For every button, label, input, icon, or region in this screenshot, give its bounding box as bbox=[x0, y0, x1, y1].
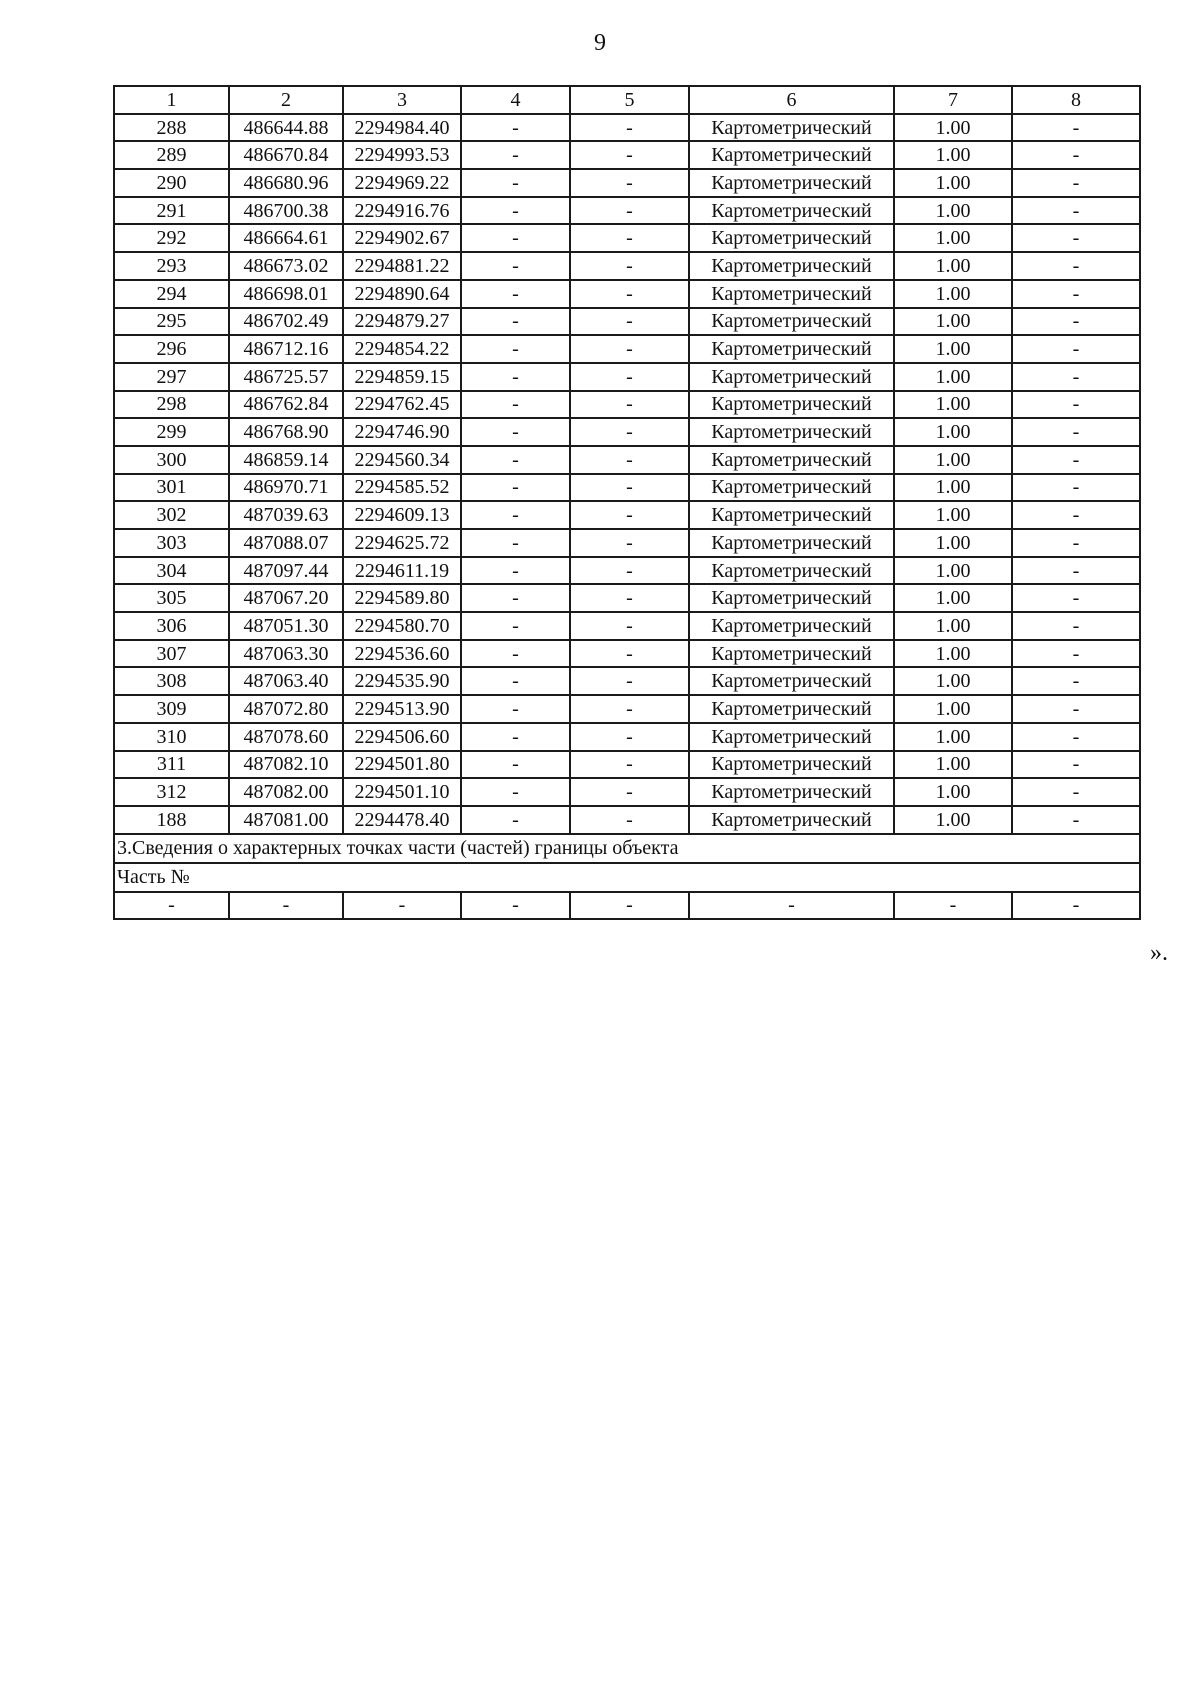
table-cell: - bbox=[461, 806, 570, 834]
table-cell: 2294762.45 bbox=[343, 391, 461, 419]
table-cell: - bbox=[461, 474, 570, 502]
table-cell: - bbox=[570, 667, 689, 695]
table-cell: Картометрический bbox=[689, 695, 894, 723]
table-cell: - bbox=[461, 252, 570, 280]
table-cell: 2294560.34 bbox=[343, 446, 461, 474]
table-cell: 486664.61 bbox=[229, 224, 343, 252]
table-cell: 486680.96 bbox=[229, 169, 343, 197]
table-cell: 293 bbox=[114, 252, 229, 280]
table-cell: Картометрический bbox=[689, 197, 894, 225]
table-cell: Картометрический bbox=[689, 446, 894, 474]
table-cell: Картометрический bbox=[689, 308, 894, 336]
table-cell: - bbox=[689, 892, 894, 920]
table-cell: - bbox=[570, 892, 689, 920]
table-cell: - bbox=[343, 892, 461, 920]
table-cell: 2294589.80 bbox=[343, 584, 461, 612]
table-cell: Картометрический bbox=[689, 584, 894, 612]
table-cell: 294 bbox=[114, 280, 229, 308]
table-cell: 1.00 bbox=[894, 501, 1012, 529]
table-row bbox=[114, 806, 1140, 834]
table-cell: Картометрический bbox=[689, 529, 894, 557]
table-cell: - bbox=[461, 751, 570, 779]
table-cell: 2294535.90 bbox=[343, 667, 461, 695]
table-cell: - bbox=[570, 751, 689, 779]
table-cell: 486700.38 bbox=[229, 197, 343, 225]
table-cell: - bbox=[1012, 224, 1140, 252]
table-cell: 2294585.52 bbox=[343, 474, 461, 502]
table-cell: - bbox=[1012, 612, 1140, 640]
closing-quote-mark: ». bbox=[1150, 940, 1168, 966]
table-cell: 300 bbox=[114, 446, 229, 474]
table-cell: 1.00 bbox=[894, 335, 1012, 363]
table-cell: 1.00 bbox=[894, 723, 1012, 751]
table-cell: - bbox=[461, 418, 570, 446]
table-cell: - bbox=[461, 557, 570, 585]
table-cell: - bbox=[570, 640, 689, 668]
table-body bbox=[114, 114, 1140, 920]
table-row bbox=[114, 335, 1140, 363]
table-cell: 304 bbox=[114, 557, 229, 585]
table-row bbox=[114, 418, 1140, 446]
table-cell: 292 bbox=[114, 224, 229, 252]
table-cell: 308 bbox=[114, 667, 229, 695]
table-cell: 2294609.13 bbox=[343, 501, 461, 529]
table-cell: 299 bbox=[114, 418, 229, 446]
table-cell: Картометрический bbox=[689, 141, 894, 169]
table-cell: 290 bbox=[114, 169, 229, 197]
table-cell: - bbox=[1012, 751, 1140, 779]
table-cell: 2294881.22 bbox=[343, 252, 461, 280]
table-cell: 487078.60 bbox=[229, 723, 343, 751]
table-cell: - bbox=[570, 391, 689, 419]
table-cell: - bbox=[1012, 280, 1140, 308]
table-cell: 487067.20 bbox=[229, 584, 343, 612]
table-cell: 2294513.90 bbox=[343, 695, 461, 723]
table-cell: 1.00 bbox=[894, 391, 1012, 419]
table-cell: - bbox=[461, 778, 570, 806]
table-cell: - bbox=[461, 667, 570, 695]
part-label-row bbox=[114, 863, 1140, 892]
table-cell: 486859.14 bbox=[229, 446, 343, 474]
table-cell: 291 bbox=[114, 197, 229, 225]
table-row bbox=[114, 224, 1140, 252]
table-cell: Картометрический bbox=[689, 363, 894, 391]
table-cell: 295 bbox=[114, 308, 229, 336]
table-cell: - bbox=[461, 695, 570, 723]
table-cell: 1.00 bbox=[894, 474, 1012, 502]
table-row bbox=[114, 751, 1140, 779]
header-row bbox=[114, 86, 1140, 114]
table-cell: 2294984.40 bbox=[343, 114, 461, 142]
table-cell: 309 bbox=[114, 695, 229, 723]
table-cell: - bbox=[1012, 363, 1140, 391]
table-cell: - bbox=[461, 723, 570, 751]
table-cell: - bbox=[461, 141, 570, 169]
table-cell: 2294506.60 bbox=[343, 723, 461, 751]
table-cell: 312 bbox=[114, 778, 229, 806]
table-cell: - bbox=[570, 612, 689, 640]
table-cell: Картометрический bbox=[689, 224, 894, 252]
column-header: 6 bbox=[689, 86, 894, 114]
table-cell: - bbox=[1012, 335, 1140, 363]
table-cell: - bbox=[570, 474, 689, 502]
table-cell: - bbox=[570, 806, 689, 834]
table-cell: - bbox=[1012, 169, 1140, 197]
table-cell: 2294890.64 bbox=[343, 280, 461, 308]
table-cell: - bbox=[1012, 418, 1140, 446]
table-row bbox=[114, 557, 1140, 585]
table-cell: - bbox=[461, 224, 570, 252]
table-cell: 486712.16 bbox=[229, 335, 343, 363]
column-header: 8 bbox=[1012, 86, 1140, 114]
table-cell: - bbox=[570, 363, 689, 391]
column-header: 5 bbox=[570, 86, 689, 114]
table-row bbox=[114, 474, 1140, 502]
table-cell: - bbox=[1012, 667, 1140, 695]
table-cell: 307 bbox=[114, 640, 229, 668]
table-cell: - bbox=[1012, 892, 1140, 920]
table-cell: 1.00 bbox=[894, 778, 1012, 806]
table-row bbox=[114, 778, 1140, 806]
table-cell: 1.00 bbox=[894, 806, 1012, 834]
table-cell: - bbox=[570, 501, 689, 529]
table-cell: 1.00 bbox=[894, 640, 1012, 668]
table-cell: 301 bbox=[114, 474, 229, 502]
table-cell: 305 bbox=[114, 584, 229, 612]
table-cell: 487081.00 bbox=[229, 806, 343, 834]
table-cell: - bbox=[461, 446, 570, 474]
table-cell: - bbox=[1012, 501, 1140, 529]
table-cell: 486762.84 bbox=[229, 391, 343, 419]
column-header: 2 bbox=[229, 86, 343, 114]
table-cell: - bbox=[461, 501, 570, 529]
table-cell: Картометрический bbox=[689, 557, 894, 585]
table-cell: 2294746.90 bbox=[343, 418, 461, 446]
table-cell: 487063.30 bbox=[229, 640, 343, 668]
table-cell: Картометрический bbox=[689, 723, 894, 751]
table-cell: - bbox=[461, 335, 570, 363]
table-cell: - bbox=[461, 280, 570, 308]
table-cell: - bbox=[570, 418, 689, 446]
table-cell: - bbox=[1012, 141, 1140, 169]
table-cell: 303 bbox=[114, 529, 229, 557]
table-cell: 1.00 bbox=[894, 308, 1012, 336]
table-cell: - bbox=[461, 529, 570, 557]
table-cell: 1.00 bbox=[894, 751, 1012, 779]
table-cell: - bbox=[461, 391, 570, 419]
table-cell: 1.00 bbox=[894, 695, 1012, 723]
column-header: 4 bbox=[461, 86, 570, 114]
table-row bbox=[114, 501, 1140, 529]
table-cell: 296 bbox=[114, 335, 229, 363]
table-cell: 311 bbox=[114, 751, 229, 779]
section-title: 3.Сведения о характерных точках части (частей) границы объекта bbox=[114, 834, 1140, 863]
table-cell: 486673.02 bbox=[229, 252, 343, 280]
table-cell: - bbox=[1012, 197, 1140, 225]
table-cell: Картометрический bbox=[689, 751, 894, 779]
table-cell: - bbox=[461, 114, 570, 142]
table-cell: 486702.49 bbox=[229, 308, 343, 336]
table-cell: - bbox=[1012, 584, 1140, 612]
table-cell: 2294501.80 bbox=[343, 751, 461, 779]
table-cell: - bbox=[461, 308, 570, 336]
table-cell: 487082.00 bbox=[229, 778, 343, 806]
table-cell: Картометрический bbox=[689, 391, 894, 419]
table-cell: - bbox=[1012, 308, 1140, 336]
table-row bbox=[114, 584, 1140, 612]
empty-part-row bbox=[114, 892, 1140, 920]
table-cell: 1.00 bbox=[894, 169, 1012, 197]
table-row bbox=[114, 612, 1140, 640]
table-cell: Картометрический bbox=[689, 252, 894, 280]
table-cell: - bbox=[1012, 778, 1140, 806]
table-row bbox=[114, 308, 1140, 336]
table-cell: - bbox=[1012, 114, 1140, 142]
table-cell: 2294478.40 bbox=[343, 806, 461, 834]
table-cell: 2294536.60 bbox=[343, 640, 461, 668]
table-cell: 487097.44 bbox=[229, 557, 343, 585]
table-cell: 487082.10 bbox=[229, 751, 343, 779]
table-cell: 1.00 bbox=[894, 197, 1012, 225]
table-cell: 1.00 bbox=[894, 141, 1012, 169]
table-cell: 1.00 bbox=[894, 280, 1012, 308]
table-cell: 1.00 bbox=[894, 446, 1012, 474]
table-cell: Картометрический bbox=[689, 806, 894, 834]
table-cell: - bbox=[570, 557, 689, 585]
table-cell: 310 bbox=[114, 723, 229, 751]
table-row bbox=[114, 667, 1140, 695]
table-cell: - bbox=[1012, 640, 1140, 668]
table-cell: 486698.01 bbox=[229, 280, 343, 308]
table-cell: 2294879.27 bbox=[343, 308, 461, 336]
table-cell: - bbox=[570, 335, 689, 363]
table-cell: 487072.80 bbox=[229, 695, 343, 723]
table-cell: - bbox=[1012, 391, 1140, 419]
table-cell: - bbox=[461, 612, 570, 640]
table-cell: 487039.63 bbox=[229, 501, 343, 529]
table-cell: Картометрический bbox=[689, 667, 894, 695]
table-cell: - bbox=[461, 892, 570, 920]
table-cell: - bbox=[1012, 695, 1140, 723]
table-cell: 302 bbox=[114, 501, 229, 529]
coordinates-table bbox=[113, 85, 1141, 920]
page-number: 9 bbox=[594, 30, 606, 56]
table-cell: 297 bbox=[114, 363, 229, 391]
table-cell: - bbox=[570, 280, 689, 308]
table-cell: - bbox=[1012, 806, 1140, 834]
table-cell: - bbox=[461, 584, 570, 612]
table-row bbox=[114, 252, 1140, 280]
table-cell: - bbox=[1012, 723, 1140, 751]
section-title-row bbox=[114, 834, 1140, 863]
table-cell: 1.00 bbox=[894, 612, 1012, 640]
table-cell: - bbox=[570, 446, 689, 474]
table-cell: 2294859.15 bbox=[343, 363, 461, 391]
column-header: 1 bbox=[114, 86, 229, 114]
table-row bbox=[114, 529, 1140, 557]
table-cell: - bbox=[114, 892, 229, 920]
table-cell: - bbox=[570, 308, 689, 336]
table-cell: Картометрический bbox=[689, 778, 894, 806]
table-row bbox=[114, 695, 1140, 723]
table-cell: 2294625.72 bbox=[343, 529, 461, 557]
table-cell: - bbox=[570, 695, 689, 723]
table-cell: Картометрический bbox=[689, 501, 894, 529]
table-cell: Картометрический bbox=[689, 114, 894, 142]
table-cell: 1.00 bbox=[894, 667, 1012, 695]
table-row bbox=[114, 169, 1140, 197]
table-cell: 1.00 bbox=[894, 363, 1012, 391]
table-cell: Картометрический bbox=[689, 169, 894, 197]
table-cell: - bbox=[461, 640, 570, 668]
table-cell: - bbox=[461, 169, 570, 197]
table-cell: 2294993.53 bbox=[343, 141, 461, 169]
part-label: Часть № bbox=[114, 863, 1140, 892]
table-cell: - bbox=[570, 723, 689, 751]
table-cell: - bbox=[894, 892, 1012, 920]
column-header: 3 bbox=[343, 86, 461, 114]
table-cell: 486970.71 bbox=[229, 474, 343, 502]
table-cell: - bbox=[570, 529, 689, 557]
table-cell: 486670.84 bbox=[229, 141, 343, 169]
table-cell: 1.00 bbox=[894, 114, 1012, 142]
table-cell: 2294969.22 bbox=[343, 169, 461, 197]
table-cell: - bbox=[229, 892, 343, 920]
table-cell: 487063.40 bbox=[229, 667, 343, 695]
table-cell: - bbox=[570, 197, 689, 225]
table-cell: 486644.88 bbox=[229, 114, 343, 142]
table-cell: - bbox=[570, 224, 689, 252]
table-cell: 487088.07 bbox=[229, 529, 343, 557]
table-cell: 486768.90 bbox=[229, 418, 343, 446]
table-cell: - bbox=[570, 584, 689, 612]
table-row bbox=[114, 391, 1140, 419]
table-cell: - bbox=[1012, 529, 1140, 557]
table-cell: 298 bbox=[114, 391, 229, 419]
table-cell: 487051.30 bbox=[229, 612, 343, 640]
table-cell: - bbox=[570, 252, 689, 280]
table-row bbox=[114, 363, 1140, 391]
table-row bbox=[114, 640, 1140, 668]
table-row bbox=[114, 446, 1140, 474]
table-cell: Картометрический bbox=[689, 612, 894, 640]
table-row bbox=[114, 197, 1140, 225]
table-cell: - bbox=[1012, 557, 1140, 585]
table-cell: - bbox=[461, 197, 570, 225]
table-cell: - bbox=[1012, 474, 1140, 502]
table-cell: Картометрический bbox=[689, 474, 894, 502]
table-cell: 1.00 bbox=[894, 418, 1012, 446]
table-cell: 1.00 bbox=[894, 557, 1012, 585]
table-cell: 1.00 bbox=[894, 224, 1012, 252]
table-row bbox=[114, 280, 1140, 308]
table-cell: 2294854.22 bbox=[343, 335, 461, 363]
table-cell: 1.00 bbox=[894, 252, 1012, 280]
table-cell: Картометрический bbox=[689, 640, 894, 668]
table-cell: 188 bbox=[114, 806, 229, 834]
table-cell: 288 bbox=[114, 114, 229, 142]
table-cell: Картометрический bbox=[689, 418, 894, 446]
table-cell: 2294916.76 bbox=[343, 197, 461, 225]
table-cell: 1.00 bbox=[894, 529, 1012, 557]
table-cell: 2294611.19 bbox=[343, 557, 461, 585]
table-cell: - bbox=[1012, 446, 1140, 474]
table-cell: 2294501.10 bbox=[343, 778, 461, 806]
table-cell: Картометрический bbox=[689, 280, 894, 308]
table-cell: 486725.57 bbox=[229, 363, 343, 391]
table-cell: - bbox=[461, 363, 570, 391]
table-cell: 1.00 bbox=[894, 584, 1012, 612]
table-cell: - bbox=[570, 114, 689, 142]
table-cell: 289 bbox=[114, 141, 229, 169]
table-cell: - bbox=[570, 778, 689, 806]
table-cell: 306 bbox=[114, 612, 229, 640]
table-row bbox=[114, 114, 1140, 142]
table-row bbox=[114, 141, 1140, 169]
table-cell: 2294580.70 bbox=[343, 612, 461, 640]
table-cell: - bbox=[1012, 252, 1140, 280]
table-cell: - bbox=[570, 141, 689, 169]
column-header: 7 bbox=[894, 86, 1012, 114]
table-cell: - bbox=[570, 169, 689, 197]
table-cell: 2294902.67 bbox=[343, 224, 461, 252]
table-cell: Картометрический bbox=[689, 335, 894, 363]
table-row bbox=[114, 723, 1140, 751]
